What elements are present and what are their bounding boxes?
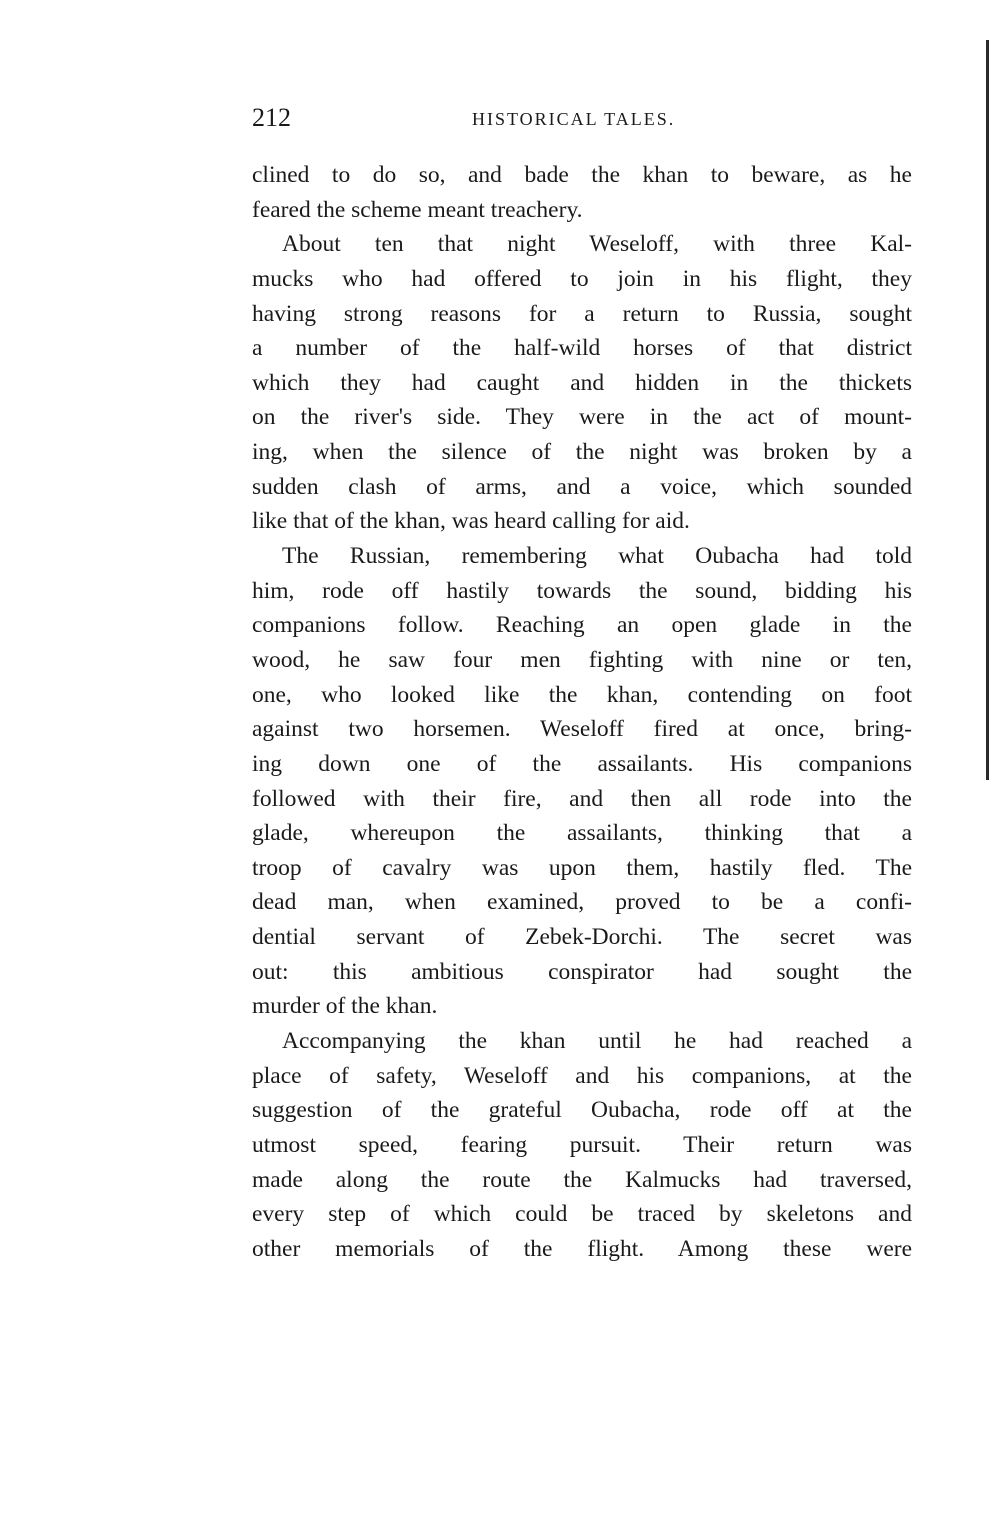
text-line: clined to do so, and bade the khan to beware, as he [252,162,912,188]
text-line: Accompanying the khan until he had reached a [282,1028,912,1055]
page-header [252,98,912,138]
text-line: made along the route the Kalmucks had traversed, [252,1166,912,1193]
text-line: companions follow. Reaching an open glade in the [252,612,912,639]
text-line: utmost speed, fearing pursuit. Their return was [252,1131,912,1158]
text-line: ing, when the silence of the night was broken by a [252,439,912,466]
page-number: 212 [252,103,291,132]
text-line: mucks who had offered to join in his flight, they [252,265,912,292]
text-line: against two horsemen. Weseloff fired at once, bring- [252,716,912,743]
text-line: a number of the half-wild horses of that district [252,335,912,362]
text-line: feared the scheme meant treachery. [252,196,583,223]
text-line: murder of the khan. [252,993,438,1020]
paragraph-2 [252,227,912,539]
text-line: sudden clash of arms, and a voice, which sounded [252,473,912,500]
text-line: every step of which could be traced by skeletons and [252,1201,912,1228]
body-text [252,158,912,1267]
text-line: like that of the khan, was heard calling for aid. [252,508,690,535]
text-line: other memorials of the flight. Among these were [252,1235,912,1262]
text-line: suggestion of the grateful Oubacha, rode off at the [252,1097,912,1124]
text-line: ing down one of the assailants. His companions [252,750,912,777]
text-line: place of safety, Weseloff and his companions, at the [252,1062,912,1089]
text-line: followed with their fire, and then all rode into the [252,785,912,812]
text-line: dential servant of Zebek-Dorchi. The secret was [252,924,912,951]
paragraph-4 [252,1024,912,1266]
text-line: which they had caught and hidden in the thickets [252,369,912,396]
text-line: one, who looked like the khan, contending on foot [252,681,912,708]
running-title: HISTORICAL TALES. [472,109,676,129]
text-line: troop of cavalry was upon them, hastily fled. The [252,854,912,881]
text-line: The Russian, remembering what Oubacha had told [282,543,912,570]
page-edge-line [986,40,989,780]
text-line: him, rode off hastily towards the sound, bidding his [252,577,912,604]
text-line: wood, he saw four men fighting with nine or ten, [252,646,912,673]
text-line: having strong reasons for a return to Russia, sought [252,300,912,327]
paragraph-1 [252,158,912,227]
text-line: About ten that night Weseloff, with three Kal- [282,231,912,258]
text-line: on the river's side. They were in the act of mount- [252,404,912,431]
text-line: dead man, when examined, proved to be a confi- [252,889,912,916]
paragraph-3 [252,539,912,1024]
text-line: out: this ambitious conspirator had sought the [252,958,912,985]
text-line: glade, whereupon the assailants, thinking that a [252,820,912,847]
